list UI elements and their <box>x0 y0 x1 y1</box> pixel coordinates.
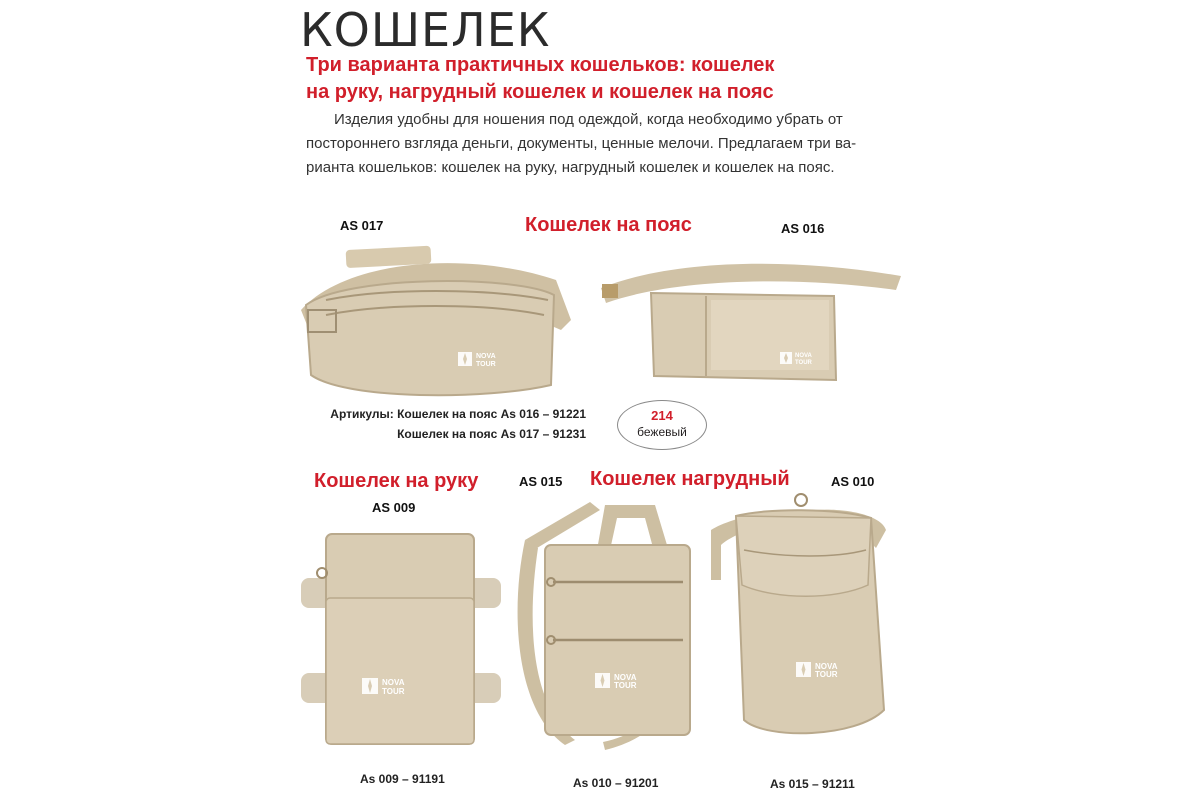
svg-text:TOUR: TOUR <box>815 670 838 679</box>
heading-arm-wallet: Кошелек на руку <box>314 470 479 492</box>
svg-text:TOUR: TOUR <box>795 360 812 366</box>
heading-waist-wallet: Кошелек на пояс <box>525 214 692 236</box>
heading-chest-wallet: Кошелек нагрудный <box>590 468 790 490</box>
svg-text:TOUR: TOUR <box>382 687 405 696</box>
code-as-015: AS 015 <box>519 474 563 489</box>
page-subtitle <box>306 52 866 106</box>
nova-tour-logo-icon <box>362 678 405 696</box>
code-as-016: AS 016 <box>781 221 825 236</box>
code-as-009: AS 009 <box>372 500 416 515</box>
svg-text:NOVA: NOVA <box>614 673 637 682</box>
svg-text:NOVA: NOVA <box>382 678 405 687</box>
article-numbers <box>296 404 586 444</box>
nova-tour-logo-icon <box>796 662 838 679</box>
subtitle-line-1: Три варианта практичных кошельков: кошелек <box>306 54 775 76</box>
chest-wallet-as015-image <box>505 490 705 760</box>
page-title: КОШЕЛЕК <box>300 3 551 57</box>
nova-tour-logo-icon <box>595 673 637 690</box>
caption-as010: As 010 – 91201 <box>573 776 659 790</box>
color-badge <box>617 400 707 450</box>
code-as-017: AS 017 <box>340 218 384 233</box>
caption-as009: As 009 – 91191 <box>360 772 445 786</box>
description-line-3: рианта кошельков: кошелек на руку, нагрудный кошелек и кошелек на пояс. <box>306 159 835 176</box>
waist-wallet-as017-image <box>286 240 586 410</box>
svg-text:NOVA: NOVA <box>795 353 812 359</box>
svg-text:TOUR: TOUR <box>614 681 637 690</box>
arm-wallet-as009-image <box>296 528 516 758</box>
chest-wallet-as010-image <box>706 490 896 750</box>
description-paragraph <box>306 108 886 180</box>
subtitle-line-2: на руку, нагрудный кошелек и кошелек на пояс <box>306 81 774 103</box>
description-line-2: постороннего взгляда деньги, документы, ценные мелочи. Предлагаем три ва- <box>306 135 857 152</box>
svg-text:TOUR: TOUR <box>476 361 496 368</box>
svg-text:NOVA: NOVA <box>815 662 838 671</box>
waist-wallet-as016-image <box>596 248 906 388</box>
code-as-010: AS 010 <box>831 474 875 489</box>
article-line-1: Артикулы: Кошелек на пояс As 016 – 91221 <box>330 407 586 421</box>
caption-as015: As 015 – 91211 <box>770 777 855 791</box>
svg-text:NOVA: NOVA <box>476 353 496 360</box>
color-badge-number: 214 <box>651 408 673 423</box>
article-line-2: Кошелек на пояс As 017 – 91231 <box>397 427 586 441</box>
color-badge-name: бежевый <box>637 425 687 439</box>
description-line-1: Изделия удобны для ношения под одеждой, когда необходимо убрать от <box>334 111 843 128</box>
